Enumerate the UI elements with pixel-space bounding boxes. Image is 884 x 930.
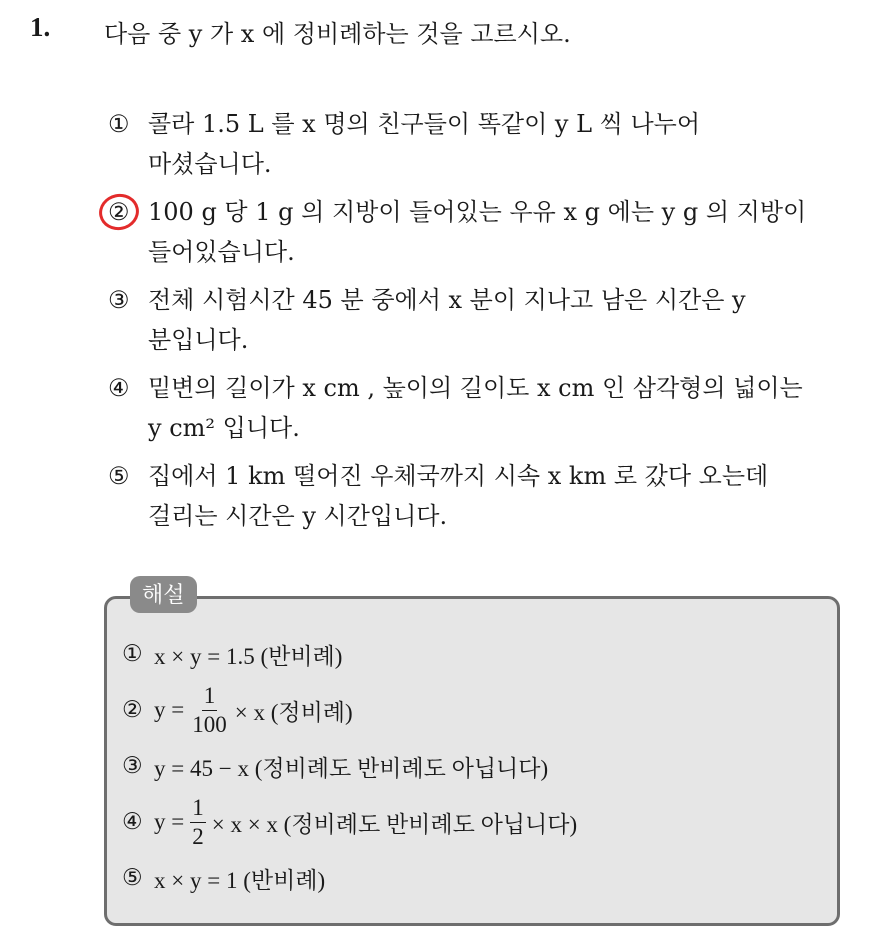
fraction-denominator: 2 <box>192 823 204 849</box>
explanation-line-2 <box>122 682 577 738</box>
fraction-numerator: 1 <box>202 682 218 711</box>
choice-2[interactable] <box>108 192 848 272</box>
fraction-numerator: 1 <box>190 794 206 823</box>
explanation-equation-left: y = <box>154 809 185 834</box>
explanation-equation-left: y = <box>154 697 185 722</box>
choice-number: ① <box>108 110 130 138</box>
choice-text <box>148 456 768 536</box>
choice-line: 마셨습니다. <box>148 150 272 178</box>
question-number: 1. <box>30 12 51 42</box>
explanation-equation: y = 45 − x (정비례도 반비례도 아닙니다) <box>154 755 549 781</box>
explanation-line-3 <box>122 738 577 794</box>
explanation-line-1 <box>122 626 577 682</box>
explanation-lines <box>122 626 577 906</box>
explanation-equation-right: × x × x (정비례도 반비례도 아닙니다) <box>211 811 578 837</box>
choice-4[interactable] <box>108 368 848 448</box>
choice-number-wrap <box>108 192 148 232</box>
explanation-equation: x × y = 1 (반비례) <box>154 867 326 893</box>
choice-line: 100 g 당 1 g 의 지방이 들어있는 우유 x g 에는 y g 의 지방이 <box>148 198 807 226</box>
explanation-number: ⑤ <box>122 865 143 891</box>
choice-text <box>148 280 746 360</box>
choice-text <box>148 104 700 184</box>
choice-text <box>148 192 806 272</box>
choice-line: 들어있습니다. <box>148 238 295 266</box>
explanation-number: ① <box>122 641 143 667</box>
explanation-equation-right: × x (정비례) <box>234 699 353 725</box>
choice-5[interactable] <box>108 456 848 536</box>
fraction <box>190 794 206 851</box>
choice-number: ④ <box>108 374 130 402</box>
question-text: 다음 중 y 가 x 에 정비례하는 것을 고르시오. <box>104 20 571 48</box>
choice-3[interactable] <box>108 280 848 360</box>
explanation-line-4 <box>122 794 577 850</box>
choice-line: y cm² 입니다. <box>148 414 300 442</box>
choice-number: ② <box>108 198 130 226</box>
choice-line: 콜라 1.5 L 를 x 명의 친구들이 똑같이 y L 씩 나누어 <box>148 110 700 138</box>
explanation-equation: x × y = 1.5 (반비례) <box>154 643 343 669</box>
choice-line: 밑변의 길이가 x cm , 높이의 길이도 x cm 인 삼각형의 넓이는 <box>148 374 803 402</box>
fraction <box>190 682 229 739</box>
fraction-denominator: 100 <box>192 711 227 737</box>
choice-number: ③ <box>108 286 130 314</box>
explanation-number: ④ <box>122 809 143 835</box>
choice-line: 분입니다. <box>148 326 249 354</box>
explanation-label: 해설 <box>130 576 197 613</box>
answer-circle-mark <box>96 190 143 234</box>
choice-list <box>108 104 848 544</box>
choice-1[interactable] <box>108 104 848 184</box>
choice-line: 집에서 1 km 떨어진 우체국까지 시속 x km 로 갔다 오는데 <box>148 462 769 490</box>
explanation-line-5 <box>122 850 577 906</box>
explanation-number: ② <box>122 697 143 723</box>
choice-text <box>148 368 803 448</box>
choice-line: 전체 시험시간 45 분 중에서 x 분이 지나고 남은 시간은 y <box>148 286 746 314</box>
explanation-number: ③ <box>122 753 143 779</box>
choice-line: 걸리는 시간은 y 시간입니다. <box>148 502 448 530</box>
choice-number: ⑤ <box>108 462 130 490</box>
